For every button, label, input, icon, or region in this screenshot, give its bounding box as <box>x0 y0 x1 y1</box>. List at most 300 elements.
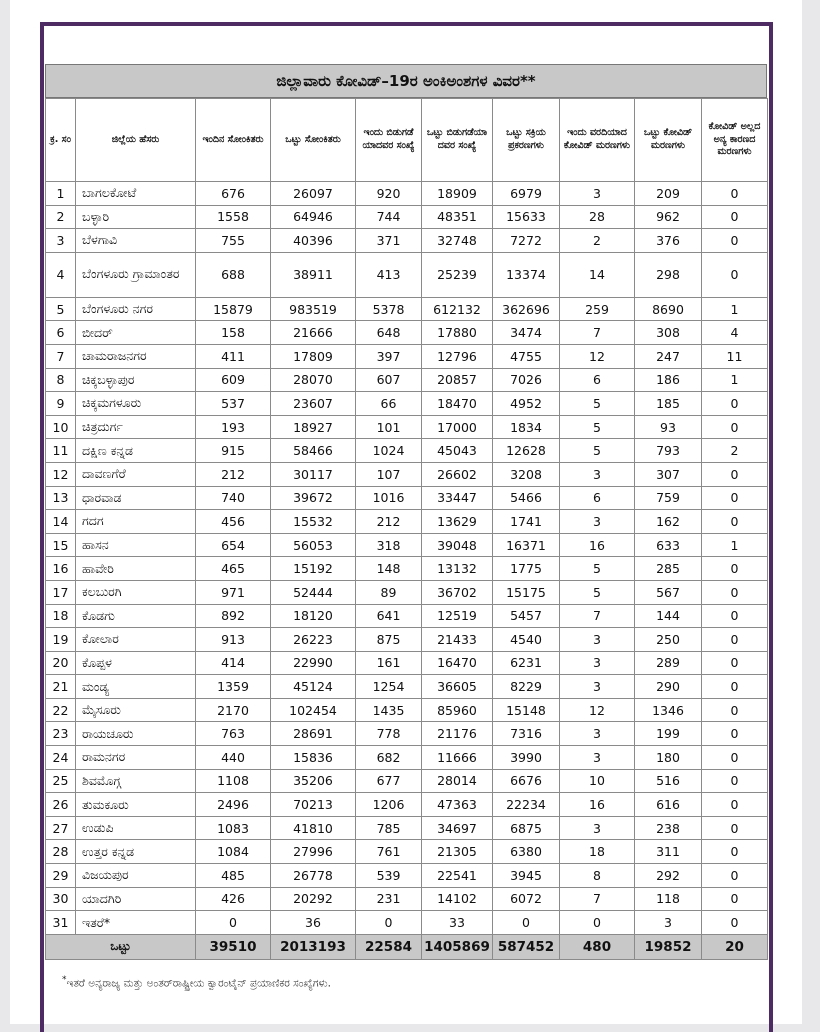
cell-total-deaths: 238 <box>635 816 702 840</box>
cell-todays-deaths: 3 <box>560 182 635 206</box>
table-row <box>46 864 768 888</box>
cell-non-covid-deaths: 2 <box>702 439 768 463</box>
cell-total-discharges: 33447 <box>422 486 493 510</box>
cell-district-name: ಚಿಕ್ಕಮಗಳೂರು <box>76 392 196 416</box>
cell-active-cases: 1834 <box>493 415 560 439</box>
cell-district-name: ಗದಗ <box>76 510 196 534</box>
cell-non-covid-deaths: 1 <box>702 368 768 392</box>
cell-non-covid-deaths: 0 <box>702 769 768 793</box>
footnote <box>62 975 762 991</box>
table-row <box>46 392 768 416</box>
cell-active-cases: 1741 <box>493 510 560 534</box>
cell-todays-discharges: 648 <box>356 321 422 345</box>
cell-todays-discharges: 5378 <box>356 297 422 321</box>
cell-non-covid-deaths: 0 <box>702 793 768 817</box>
cell-non-covid-deaths: 0 <box>702 580 768 604</box>
table-row <box>46 769 768 793</box>
cell-total-discharges: 33 <box>422 911 493 935</box>
cell-serial-no: 23 <box>46 722 76 746</box>
cell-todays-deaths: 3 <box>560 628 635 652</box>
cell-todays-deaths: 7 <box>560 321 635 345</box>
cell-todays-discharges: 761 <box>356 840 422 864</box>
cell-district-name: ಉತ್ತರ ಕನ್ನಡ <box>76 840 196 864</box>
cell-todays-deaths: 12 <box>560 698 635 722</box>
cell-total-discharges: 39048 <box>422 533 493 557</box>
cell-district-name: ಬೆಳಗಾವಿ <box>76 229 196 253</box>
cell-todays-discharges: 161 <box>356 651 422 675</box>
cell-total-discharges: 25239 <box>422 252 493 297</box>
total-todays-cases: 39510 <box>196 934 271 959</box>
cell-district-name: ಕೊಪ್ಪಳ <box>76 651 196 675</box>
cell-serial-no: 30 <box>46 887 76 911</box>
cell-total-cases: 39672 <box>271 486 356 510</box>
header-total-deaths: ಒಟ್ಟು ಕೋವಿಡ್ ಮರಣಗಳು <box>635 99 702 182</box>
cell-total-discharges: 13629 <box>422 510 493 534</box>
total-discharges: 1405869 <box>422 934 493 959</box>
cell-total-discharges: 36605 <box>422 675 493 699</box>
cell-active-cases: 4952 <box>493 392 560 416</box>
cell-district-name: ಕೋಲಾರ <box>76 628 196 652</box>
cell-todays-deaths: 28 <box>560 205 635 229</box>
total-cases: 2013193 <box>271 934 356 959</box>
cell-serial-no: 28 <box>46 840 76 864</box>
table-row <box>46 533 768 557</box>
cell-total-cases: 26223 <box>271 628 356 652</box>
table-row <box>46 297 768 321</box>
table-row <box>46 252 768 297</box>
cell-non-covid-deaths: 0 <box>702 182 768 206</box>
cell-active-cases: 3208 <box>493 462 560 486</box>
cell-active-cases: 15633 <box>493 205 560 229</box>
cell-todays-cases: 609 <box>196 368 271 392</box>
cell-active-cases: 7272 <box>493 229 560 253</box>
district-covid-stats-table <box>45 98 768 960</box>
cell-active-cases: 8229 <box>493 675 560 699</box>
table-row <box>46 462 768 486</box>
cell-todays-discharges: 212 <box>356 510 422 534</box>
cell-todays-deaths: 16 <box>560 533 635 557</box>
cell-total-deaths: 633 <box>635 533 702 557</box>
cell-non-covid-deaths: 11 <box>702 344 768 368</box>
cell-active-cases: 22234 <box>493 793 560 817</box>
cell-total-deaths: 186 <box>635 368 702 392</box>
cell-active-cases: 6676 <box>493 769 560 793</box>
cell-active-cases: 3945 <box>493 864 560 888</box>
cell-total-discharges: 20857 <box>422 368 493 392</box>
cell-todays-cases: 1084 <box>196 840 271 864</box>
cell-non-covid-deaths: 0 <box>702 205 768 229</box>
cell-total-deaths: 307 <box>635 462 702 486</box>
cell-total-discharges: 16470 <box>422 651 493 675</box>
cell-non-covid-deaths: 0 <box>702 415 768 439</box>
table-row <box>46 557 768 581</box>
cell-todays-discharges: 0 <box>356 911 422 935</box>
cell-total-deaths: 1346 <box>635 698 702 722</box>
cell-todays-deaths: 18 <box>560 840 635 864</box>
cell-total-discharges: 12796 <box>422 344 493 368</box>
cell-todays-deaths: 3 <box>560 510 635 534</box>
cell-todays-deaths: 3 <box>560 651 635 675</box>
cell-todays-deaths: 16 <box>560 793 635 817</box>
cell-todays-cases: 411 <box>196 344 271 368</box>
cell-todays-cases: 892 <box>196 604 271 628</box>
table-row <box>46 698 768 722</box>
cell-todays-deaths: 14 <box>560 252 635 297</box>
cell-serial-no: 24 <box>46 746 76 770</box>
cell-total-discharges: 85960 <box>422 698 493 722</box>
cell-non-covid-deaths: 0 <box>702 864 768 888</box>
cell-todays-discharges: 101 <box>356 415 422 439</box>
cell-todays-deaths: 5 <box>560 392 635 416</box>
cell-active-cases: 3474 <box>493 321 560 345</box>
cell-total-discharges: 26602 <box>422 462 493 486</box>
cell-todays-cases: 485 <box>196 864 271 888</box>
cell-non-covid-deaths: 0 <box>702 392 768 416</box>
cell-total-discharges: 18470 <box>422 392 493 416</box>
report-title: ಜಿಲ್ಲಾವಾರು ಕೋವಿಡ್–19ರ ಅಂಕಿಅಂಶಗಳ ವಿವರ** <box>45 64 767 98</box>
cell-active-cases: 5457 <box>493 604 560 628</box>
cell-non-covid-deaths: 1 <box>702 297 768 321</box>
cell-todays-deaths: 2 <box>560 229 635 253</box>
cell-active-cases: 6231 <box>493 651 560 675</box>
cell-district-name: ದಾವಣಗೆರೆ <box>76 462 196 486</box>
cell-todays-cases: 654 <box>196 533 271 557</box>
cell-total-discharges: 14102 <box>422 887 493 911</box>
cell-serial-no: 16 <box>46 557 76 581</box>
cell-total-discharges: 18909 <box>422 182 493 206</box>
cell-total-discharges: 34697 <box>422 816 493 840</box>
cell-todays-cases: 1558 <box>196 205 271 229</box>
cell-todays-cases: 1083 <box>196 816 271 840</box>
cell-total-discharges: 45043 <box>422 439 493 463</box>
cell-total-cases: 36 <box>271 911 356 935</box>
table-row <box>46 205 768 229</box>
cell-total-deaths: 8690 <box>635 297 702 321</box>
cell-todays-cases: 1108 <box>196 769 271 793</box>
cell-non-covid-deaths: 0 <box>702 651 768 675</box>
cell-total-discharges: 17880 <box>422 321 493 345</box>
header-non-covid-deaths: ಕೋವಿಡ್ ಅಲ್ಲದ ಅನ್ಯ ಕಾರಣದ ಮರಣಗಳು <box>702 99 768 182</box>
cell-todays-cases: 537 <box>196 392 271 416</box>
cell-todays-cases: 414 <box>196 651 271 675</box>
cell-total-discharges: 22541 <box>422 864 493 888</box>
cell-non-covid-deaths: 0 <box>702 911 768 935</box>
cell-todays-cases: 2496 <box>196 793 271 817</box>
cell-todays-cases: 913 <box>196 628 271 652</box>
cell-district-name: ದಕ್ಷಿಣ ಕನ್ನಡ <box>76 439 196 463</box>
cell-non-covid-deaths: 0 <box>702 510 768 534</box>
cell-district-name: ಶಿವಮೊಗ್ಗ <box>76 769 196 793</box>
cell-non-covid-deaths: 0 <box>702 816 768 840</box>
cell-todays-deaths: 6 <box>560 486 635 510</box>
cell-total-deaths: 285 <box>635 557 702 581</box>
table-row <box>46 415 768 439</box>
cell-todays-cases: 15879 <box>196 297 271 321</box>
cell-total-discharges: 21176 <box>422 722 493 746</box>
header-total-cases: ಒಟ್ಟು ಸೋಂಕಿತರು <box>271 99 356 182</box>
cell-total-discharges: 48351 <box>422 205 493 229</box>
cell-todays-deaths: 7 <box>560 887 635 911</box>
cell-total-deaths: 199 <box>635 722 702 746</box>
cell-total-cases: 18927 <box>271 415 356 439</box>
cell-todays-discharges: 413 <box>356 252 422 297</box>
cell-todays-discharges: 318 <box>356 533 422 557</box>
total-non-covid-deaths: 20 <box>702 934 768 959</box>
header-total-discharges: ಒಟ್ಟು ಬಿಡುಗಡೆಯಾ ದವರ ಸಂಖ್ಯೆ <box>422 99 493 182</box>
cell-todays-cases: 440 <box>196 746 271 770</box>
cell-total-deaths: 250 <box>635 628 702 652</box>
cell-todays-discharges: 89 <box>356 580 422 604</box>
cell-total-discharges: 11666 <box>422 746 493 770</box>
cell-todays-deaths: 3 <box>560 722 635 746</box>
cell-todays-deaths: 259 <box>560 297 635 321</box>
cell-total-deaths: 118 <box>635 887 702 911</box>
cell-total-cases: 983519 <box>271 297 356 321</box>
table-row <box>46 816 768 840</box>
table-row <box>46 439 768 463</box>
total-label: ಒಟ್ಟು <box>46 934 196 959</box>
cell-serial-no: 2 <box>46 205 76 229</box>
table-row <box>46 182 768 206</box>
cell-serial-no: 9 <box>46 392 76 416</box>
cell-total-deaths: 567 <box>635 580 702 604</box>
cell-active-cases: 6979 <box>493 182 560 206</box>
cell-total-deaths: 180 <box>635 746 702 770</box>
cell-todays-cases: 158 <box>196 321 271 345</box>
table-row <box>46 604 768 628</box>
cell-non-covid-deaths: 0 <box>702 887 768 911</box>
cell-serial-no: 22 <box>46 698 76 722</box>
cell-todays-deaths: 0 <box>560 911 635 935</box>
cell-active-cases: 0 <box>493 911 560 935</box>
table-row <box>46 793 768 817</box>
cell-total-cases: 26097 <box>271 182 356 206</box>
cell-non-covid-deaths: 1 <box>702 533 768 557</box>
cell-total-cases: 17809 <box>271 344 356 368</box>
cell-active-cases: 6380 <box>493 840 560 864</box>
cell-non-covid-deaths: 0 <box>702 462 768 486</box>
cell-total-cases: 102454 <box>271 698 356 722</box>
cell-todays-deaths: 5 <box>560 580 635 604</box>
cell-serial-no: 17 <box>46 580 76 604</box>
cell-serial-no: 27 <box>46 816 76 840</box>
cell-total-cases: 35206 <box>271 769 356 793</box>
cell-district-name: ಚಿಕ್ಕಬಳ್ಳಾಪುರ <box>76 368 196 392</box>
cell-total-deaths: 516 <box>635 769 702 793</box>
table-row <box>46 722 768 746</box>
cell-total-discharges: 612132 <box>422 297 493 321</box>
cell-total-deaths: 185 <box>635 392 702 416</box>
cell-serial-no: 10 <box>46 415 76 439</box>
cell-todays-cases: 1359 <box>196 675 271 699</box>
cell-non-covid-deaths: 0 <box>702 229 768 253</box>
cell-active-cases: 12628 <box>493 439 560 463</box>
cell-non-covid-deaths: 0 <box>702 698 768 722</box>
cell-todays-cases: 2170 <box>196 698 271 722</box>
cell-non-covid-deaths: 0 <box>702 557 768 581</box>
cell-district-name: ಹಾವೇರಿ <box>76 557 196 581</box>
cell-non-covid-deaths: 0 <box>702 252 768 297</box>
total-deaths: 19852 <box>635 934 702 959</box>
cell-total-deaths: 616 <box>635 793 702 817</box>
cell-total-cases: 28691 <box>271 722 356 746</box>
cell-total-deaths: 289 <box>635 651 702 675</box>
total-row <box>46 934 768 959</box>
cell-todays-deaths: 5 <box>560 439 635 463</box>
cell-todays-cases: 456 <box>196 510 271 534</box>
cell-todays-discharges: 1024 <box>356 439 422 463</box>
cell-serial-no: 25 <box>46 769 76 793</box>
table-row <box>46 368 768 392</box>
cell-total-deaths: 3 <box>635 911 702 935</box>
cell-serial-no: 13 <box>46 486 76 510</box>
cell-todays-discharges: 1254 <box>356 675 422 699</box>
cell-district-name: ಮೈಸೂರು <box>76 698 196 722</box>
cell-total-cases: 23607 <box>271 392 356 416</box>
table-row <box>46 746 768 770</box>
cell-todays-deaths: 3 <box>560 746 635 770</box>
header-active-cases: ಒಟ್ಟು ಸಕ್ರಿಯ ಪ್ರಕರಣಗಳು <box>493 99 560 182</box>
cell-active-cases: 6875 <box>493 816 560 840</box>
table-row <box>46 628 768 652</box>
cell-total-discharges: 32748 <box>422 229 493 253</box>
cell-total-deaths: 162 <box>635 510 702 534</box>
cell-active-cases: 3990 <box>493 746 560 770</box>
cell-serial-no: 7 <box>46 344 76 368</box>
cell-non-covid-deaths: 0 <box>702 746 768 770</box>
cell-serial-no: 11 <box>46 439 76 463</box>
cell-todays-cases: 426 <box>196 887 271 911</box>
cell-total-discharges: 21305 <box>422 840 493 864</box>
cell-total-cases: 15532 <box>271 510 356 534</box>
cell-todays-deaths: 3 <box>560 462 635 486</box>
cell-total-discharges: 13132 <box>422 557 493 581</box>
cell-active-cases: 6072 <box>493 887 560 911</box>
cell-todays-discharges: 1435 <box>356 698 422 722</box>
cell-total-deaths: 793 <box>635 439 702 463</box>
cell-todays-discharges: 397 <box>356 344 422 368</box>
total-todays-discharges: 22584 <box>356 934 422 959</box>
cell-active-cases: 15175 <box>493 580 560 604</box>
cell-total-discharges: 28014 <box>422 769 493 793</box>
cell-todays-cases: 0 <box>196 911 271 935</box>
cell-todays-discharges: 66 <box>356 392 422 416</box>
table-row <box>46 486 768 510</box>
cell-todays-deaths: 6 <box>560 368 635 392</box>
cell-total-cases: 56053 <box>271 533 356 557</box>
cell-district-name: ಬೆಂಗಳೂರು ಗ್ರಾಮಾಂತರ <box>76 252 196 297</box>
cell-total-cases: 27996 <box>271 840 356 864</box>
cell-total-deaths: 292 <box>635 864 702 888</box>
cell-district-name: ಕೊಡಗು <box>76 604 196 628</box>
cell-todays-deaths: 3 <box>560 675 635 699</box>
cell-serial-no: 21 <box>46 675 76 699</box>
cell-district-name: ಚಿತ್ರದುರ್ಗ <box>76 415 196 439</box>
cell-total-cases: 15192 <box>271 557 356 581</box>
table-row <box>46 344 768 368</box>
cell-non-covid-deaths: 4 <box>702 321 768 345</box>
cell-todays-discharges: 107 <box>356 462 422 486</box>
cell-todays-cases: 676 <box>196 182 271 206</box>
cell-non-covid-deaths: 0 <box>702 486 768 510</box>
cell-todays-cases: 688 <box>196 252 271 297</box>
cell-todays-deaths: 8 <box>560 864 635 888</box>
table-row <box>46 321 768 345</box>
cell-district-name: ವಿಜಯಪುರ <box>76 864 196 888</box>
cell-district-name: ಯಾದಗಿರಿ <box>76 887 196 911</box>
cell-todays-deaths: 3 <box>560 816 635 840</box>
cell-todays-cases: 755 <box>196 229 271 253</box>
cell-todays-discharges: 778 <box>356 722 422 746</box>
cell-district-name: ಧಾರವಾಡ <box>76 486 196 510</box>
footnote-text: ಇತರೆ ಅನ್ಯರಾಜ್ಯ ಮತ್ತು ಅಂತರ್‌ರಾಷ್ಟ್ರೀಯ ಕ್ವಾರಂಟೈನ್ ಪ್ರಯಾಣಿಕರ ಸಂಖ್ಯೆಗಳು. <box>66 977 331 990</box>
cell-total-deaths: 247 <box>635 344 702 368</box>
cell-total-cases: 45124 <box>271 675 356 699</box>
table-row <box>46 510 768 534</box>
cell-todays-cases: 193 <box>196 415 271 439</box>
cell-active-cases: 15148 <box>493 698 560 722</box>
table-row <box>46 675 768 699</box>
cell-total-deaths: 290 <box>635 675 702 699</box>
cell-district-name: ರಾಮನಗರ <box>76 746 196 770</box>
cell-todays-deaths: 10 <box>560 769 635 793</box>
cell-district-name: ಚಾಮರಾಜನಗರ <box>76 344 196 368</box>
cell-todays-discharges: 231 <box>356 887 422 911</box>
cell-active-cases: 4540 <box>493 628 560 652</box>
cell-todays-cases: 212 <box>196 462 271 486</box>
cell-total-cases: 18120 <box>271 604 356 628</box>
cell-district-name: ಉಡುಪಿ <box>76 816 196 840</box>
table-body <box>46 182 768 935</box>
cell-todays-discharges: 1206 <box>356 793 422 817</box>
header-todays-discharges: ಇಂದು ಬಿಡುಗಡೆ ಯಾದವರ ಸಂಖ್ಯೆ <box>356 99 422 182</box>
cell-non-covid-deaths: 0 <box>702 675 768 699</box>
cell-total-cases: 26778 <box>271 864 356 888</box>
cell-district-name: ಮಂಡ್ಯ <box>76 675 196 699</box>
cell-total-deaths: 298 <box>635 252 702 297</box>
cell-serial-no: 5 <box>46 297 76 321</box>
cell-serial-no: 4 <box>46 252 76 297</box>
cell-serial-no: 8 <box>46 368 76 392</box>
cell-district-name: ಬೀದರ್ <box>76 321 196 345</box>
cell-total-discharges: 12519 <box>422 604 493 628</box>
table-row <box>46 887 768 911</box>
cell-serial-no: 6 <box>46 321 76 345</box>
cell-total-deaths: 376 <box>635 229 702 253</box>
table-row <box>46 840 768 864</box>
cell-total-deaths: 759 <box>635 486 702 510</box>
cell-todays-discharges: 371 <box>356 229 422 253</box>
header-district-name: ಜಿಲ್ಲೆಯ ಹೆಸರು <box>76 99 196 182</box>
cell-todays-discharges: 1016 <box>356 486 422 510</box>
cell-todays-discharges: 607 <box>356 368 422 392</box>
table-row <box>46 229 768 253</box>
cell-active-cases: 7026 <box>493 368 560 392</box>
table-row <box>46 651 768 675</box>
cell-active-cases: 13374 <box>493 252 560 297</box>
cell-non-covid-deaths: 0 <box>702 628 768 652</box>
cell-total-cases: 40396 <box>271 229 356 253</box>
cell-total-cases: 41810 <box>271 816 356 840</box>
cell-todays-cases: 763 <box>196 722 271 746</box>
cell-total-deaths: 962 <box>635 205 702 229</box>
table-row <box>46 911 768 935</box>
cell-serial-no: 12 <box>46 462 76 486</box>
cell-district-name: ತುಮಕೂರು <box>76 793 196 817</box>
cell-total-cases: 30117 <box>271 462 356 486</box>
cell-total-cases: 38911 <box>271 252 356 297</box>
cell-todays-cases: 465 <box>196 557 271 581</box>
